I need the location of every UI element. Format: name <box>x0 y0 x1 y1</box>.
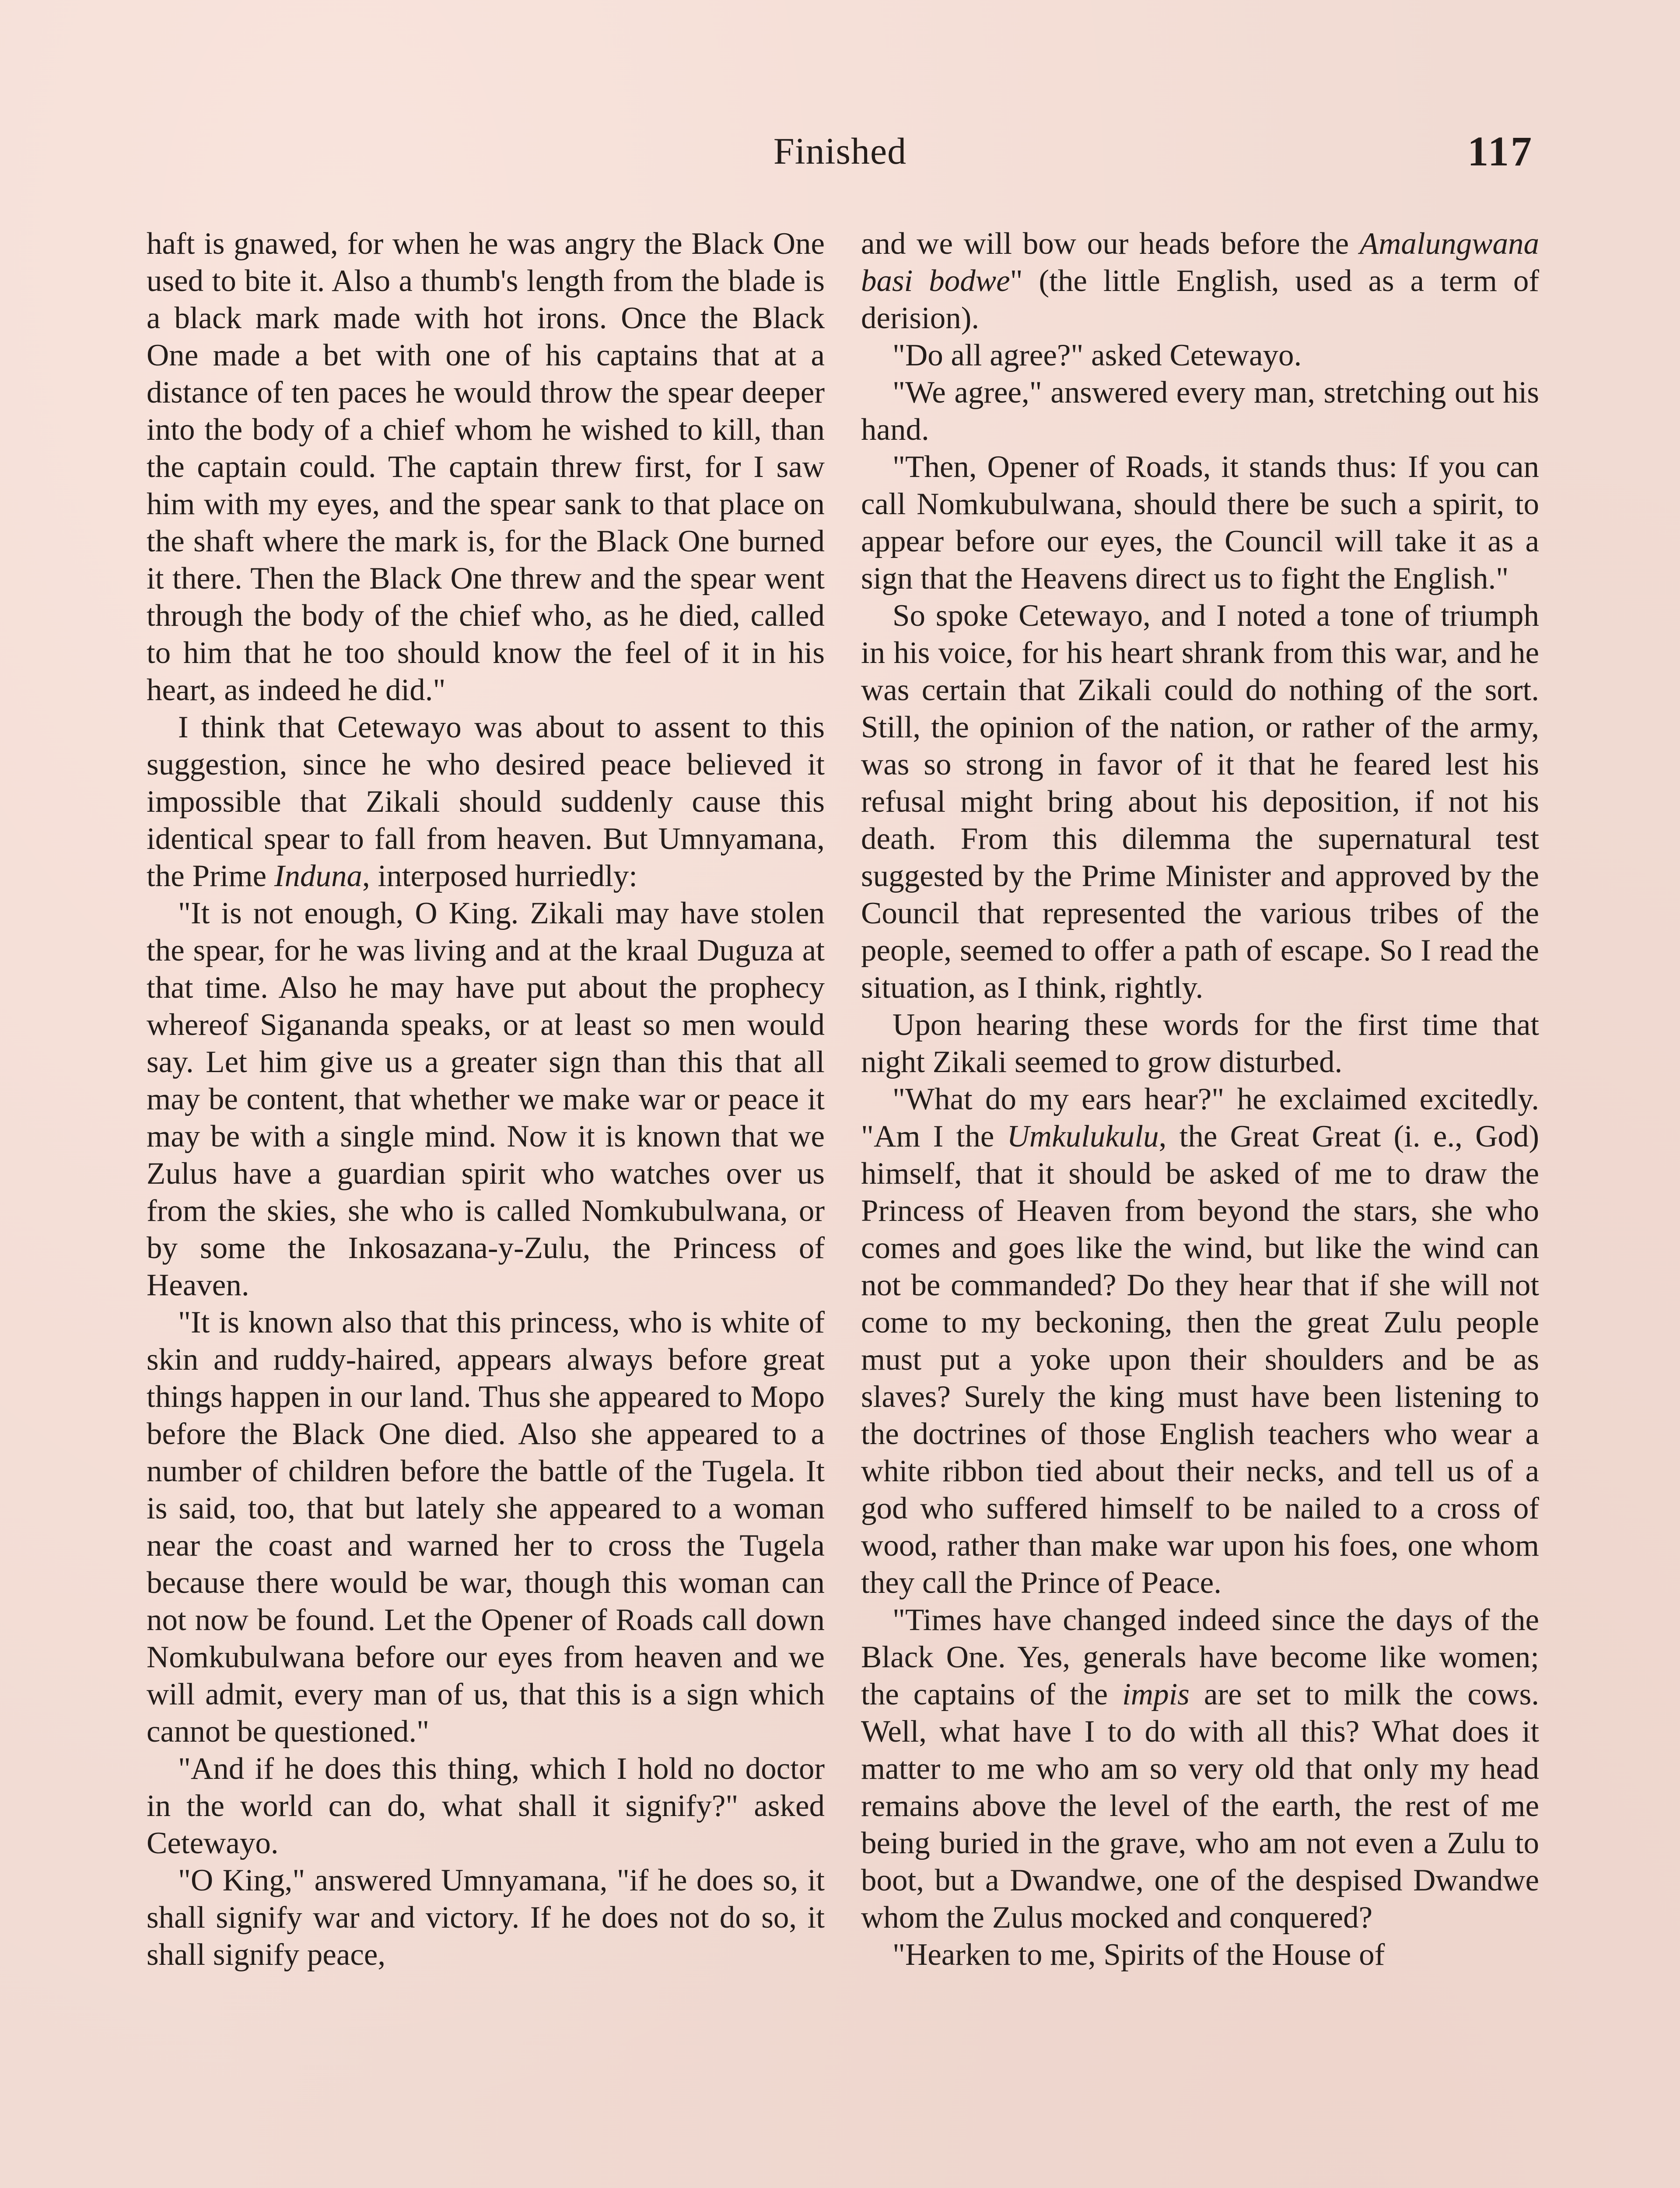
italic-term: impis <box>1122 1677 1190 1711</box>
text-run: are set to milk the cows. Well, what have I to do with all this? What does it matter to me who am so very old that only my head remains above the level of the earth, the rest of me being buried in the grave, who am not even a Zulu to boot, but a Dwandwe, one of the despised Dwandwe whom the Zulus mocked and conquered? <box>861 1677 1539 1935</box>
page-number: 117 <box>1467 128 1533 175</box>
paragraph: "We agree," answered every man, stretching out his hand. <box>861 375 1539 447</box>
paragraph <box>861 1602 1539 1936</box>
paragraph: "O King," answered Umnyamana, "if he does so, it shall signify war and victory. If he does not do so, it shall signify peace, <box>147 1863 825 1972</box>
text-run: , interposed hurriedly: <box>362 859 637 893</box>
paragraph <box>861 225 1539 337</box>
paragraph <box>147 709 825 895</box>
italic-term: Induna <box>274 859 362 893</box>
running-title: Finished <box>773 130 907 172</box>
paragraph: "Do all agree?" asked Cetewayo. <box>892 338 1302 372</box>
paragraph: Upon hearing these words for the first time that night Zikali seemed to grow disturbed. <box>861 1008 1539 1079</box>
italic-term: Umkulukulu <box>1007 1119 1159 1154</box>
paragraph: "Hearken to me, Spirits of the House of <box>892 1938 1385 1972</box>
text-run: , the Great Great (i. e., God) himself, that it should be asked of me to draw the Princess of Heaven from beyond the stars, she who comes and goes like the wind, but like the wind can not be commanded? Do they hear that if she will not come to my beckoning, then the great Zulu people must put a yoke upon their shoulders and be as slaves? Surely the king must have been listening to the doctrines of those English teachers who wear a white ribbon tied about their necks, and tell us of a god who suffered himself to be nailed to a cross of wood, rather than make war upon his foes, one whom they call the Prince of Peace. <box>861 1119 1539 1600</box>
text-run: "What do my ears hear?" he exclaimed excitedly. "Am I the <box>861 1082 1539 1154</box>
paragraph: "It is known also that this princess, who is white of skin and ruddy-haired, appears always before great things happen in our land. Thus she appeared to Mopo before the Black One died. Also she appeared to a number of children before the battle of the Tugela. It is said, too, that but lately she appeared to a woman near the coast and warned her to cross the Tugela because there would be war, though this woman can not now be found. Let the Opener of Roads call down Nomkubulwana before our eyes from heaven and we will admit, every man of us, that this is a sign which cannot be questioned." <box>147 1305 825 1749</box>
paragraph: "Then, Opener of Roads, it stands thus: If you can call Nomkubulwana, should there be such a spirit, to appear before our eyes, the Council will take it as a sign that the Heavens direct us to fight the English." <box>861 450 1539 596</box>
italic-term: Amalungwana basi bodwe <box>861 227 1539 298</box>
text-run: " (the little English, used as a term of derision). <box>861 264 1539 335</box>
paragraph: "And if he does this thing, which I hold no doctor in the world can do, what shall it signify?" asked Cetewayo. <box>147 1752 825 1860</box>
paragraph: haft is gnawed, for when he was angry the Black One used to bite it. Also a thumb's length from the blade is a black mark made with hot irons. Once the Black One made a bet with one of his captains that at a distance of ten paces he would throw the spear deeper into the body of a chief whom he wished to kill, than the captain could. The captain threw first, for I saw him with my eyes, and the spear sank to that place on the shaft where the mark is, for the Black One burned it there. Then the Black One threw and the spear went through the body of the chief who, as he died, called to him that he too should know the feel of it in his heart, as indeed he did." <box>147 227 825 707</box>
text-run: I think that Cetewayo was about to assent to this suggestion, since he who desired peace believed it impossible that Zikali should suddenly cause this identical spear to fall from heaven. But Umnyamana, the Prime <box>147 710 825 893</box>
right-column <box>861 225 1539 1974</box>
paragraph <box>861 1081 1539 1602</box>
paragraph: So spoke Cetewayo, and I noted a tone of triumph in his voice, for his heart shrank from this war, and he was certain that Zikali could do nothing of the sort. Still, the opinion of the nation, or rather of the army, was so strong in favor of it that he feared lest his refusal might bring about his deposition, if not his death. From this dilemma the supernatural test suggested by the Prime Minister and approved by the Council that represented the various tribes of the people, seemed to offer a path of escape. So I read the situation, as I think, rightly. <box>861 599 1539 1005</box>
paragraph: "It is not enough, O King. Zikali may have stolen the spear, for he was living and at the kraal Duguza at that time. Also he may have put about the prophecy whereof Sigananda speaks, or at least so men would say. Let him give us a greater sign than this that all may be content, that whether we make war or peace it may be with a single mind. Now it is known that we Zulus have a guardian spirit who watches over us from the skies, she who is called Nomkubulwana, or by some the Inkosazana-y-Zulu, the Princess of Heaven. <box>147 896 825 1302</box>
text-run: "Times have changed indeed since the days of the Black One. Yes, generals have become like women; the captains of the <box>861 1603 1539 1711</box>
left-column <box>147 225 825 1974</box>
text-run: and we will bow our heads before the <box>861 227 1360 261</box>
